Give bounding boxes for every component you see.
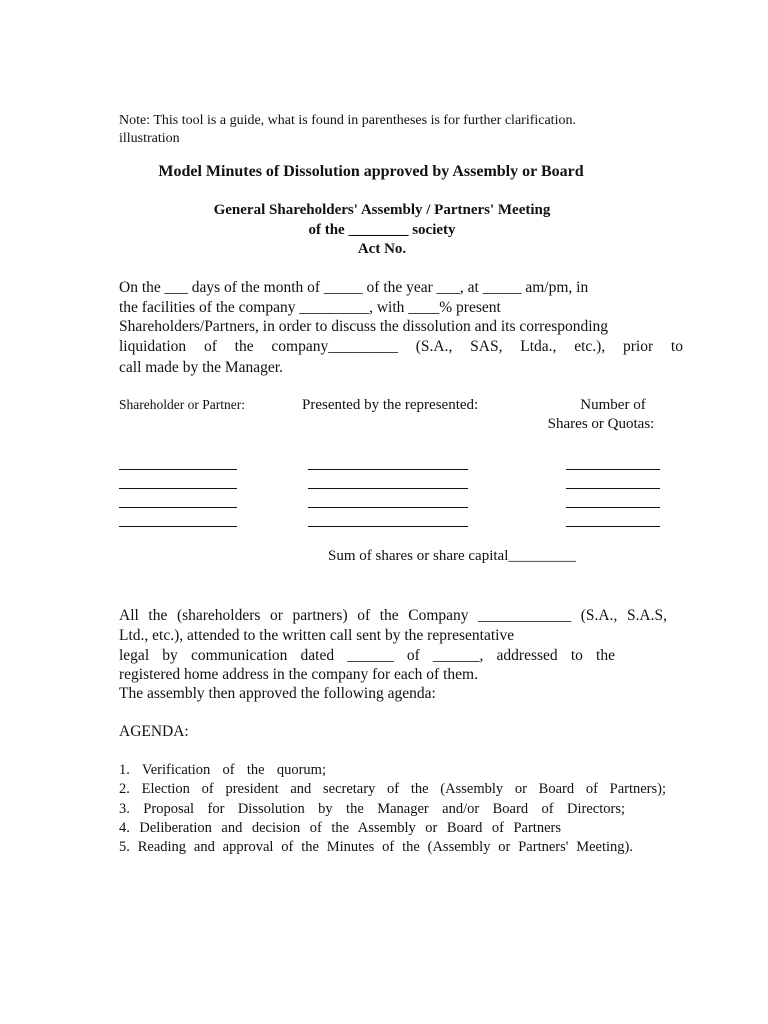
- column-header-represented: Presented by the represented:: [302, 397, 479, 413]
- intro-line-5: call made by the Manager.: [119, 359, 283, 376]
- agenda-item: 1. Verification of the quorum;: [119, 762, 326, 778]
- blank-line: [119, 507, 237, 508]
- blank-line: [566, 488, 660, 489]
- column-header-number: Number of: [580, 397, 646, 413]
- sum-of-shares: Sum of shares or share capital_________: [328, 548, 576, 564]
- agenda-heading: AGENDA:: [119, 723, 189, 740]
- document-title: Model Minutes of Dissolution approved by Assembly or Board: [158, 163, 584, 180]
- note-line-2: illustration: [119, 131, 180, 146]
- intro-line-2: the facilities of the company _________, with ____% present: [119, 299, 501, 316]
- agenda-item: 2. Election of president and secretary of the (Assembly or Board of Partners);: [119, 781, 666, 797]
- blank-line: [566, 526, 660, 527]
- attendance-line-5: The assembly then approved the following agenda:: [119, 685, 436, 702]
- attendance-line-1: All the (shareholders or partners) of the Company ____________ (S.A., S.A.S,: [119, 607, 667, 624]
- blank-line: [308, 488, 468, 489]
- blank-line: [119, 469, 237, 470]
- intro-line-1: On the ___ days of the month of _____ of the year ___, at _____ am/pm, in: [119, 279, 589, 296]
- attendance-line-4: registered home address in the company for each of them.: [119, 666, 478, 683]
- column-header-shares: Shares or Quotas:: [547, 416, 655, 432]
- agenda-item: 4. Deliberation and decision of the Assembly or Board of Partners: [119, 820, 561, 836]
- blank-line: [308, 526, 468, 527]
- note-line-1: Note: This tool is a guide, what is found in parentheses is for further clarification.: [119, 113, 576, 128]
- blank-line: [566, 507, 660, 508]
- agenda-item: 3. Proposal for Dissolution by the Manager and/or Board of Directors;: [119, 801, 625, 817]
- agenda-item: 5. Reading and approval of the Minutes of the (Assembly or Partners' Meeting).: [119, 839, 633, 855]
- attendance-line-2: Ltd., etc.), attended to the written call sent by the representative: [119, 627, 515, 644]
- blank-line: [119, 488, 237, 489]
- subheader-line-1: General Shareholders' Assembly / Partners' Meeting: [213, 202, 551, 218]
- blank-line: [308, 507, 468, 508]
- attendance-line-3: legal by communication dated ______ of ______, addressed to the: [119, 647, 615, 664]
- intro-line-4: liquidation of the company_________ (S.A., SAS, Ltda., etc.), prior to: [119, 338, 683, 355]
- column-header-shareholder: Shareholder or Partner:: [119, 397, 245, 412]
- intro-line-3: Shareholders/Partners, in order to discuss the dissolution and its corresponding: [119, 318, 609, 335]
- subheader-line-2: of the ________ society: [308, 222, 456, 238]
- blank-line: [308, 469, 468, 470]
- blank-line: [119, 526, 237, 527]
- blank-line: [566, 469, 660, 470]
- subheader-act-no: Act No.: [357, 241, 407, 257]
